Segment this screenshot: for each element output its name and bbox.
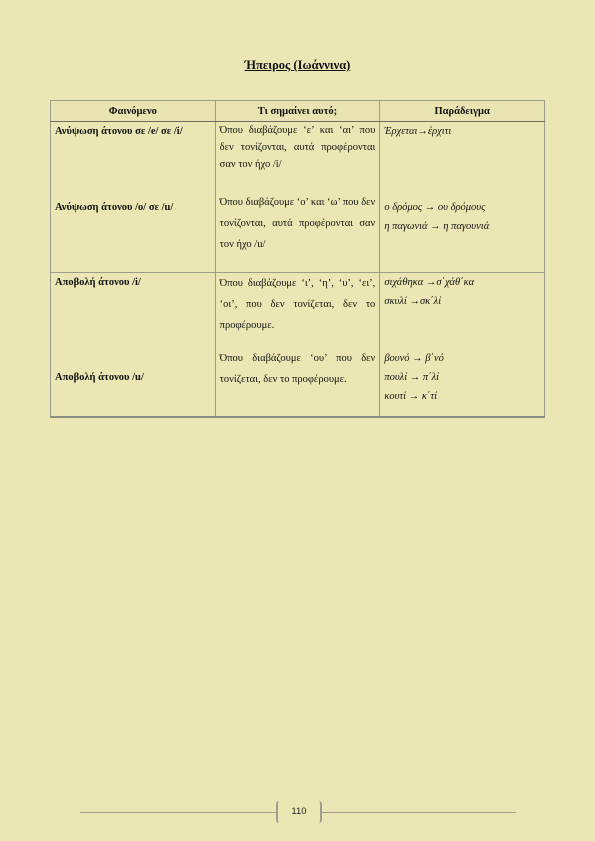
example-cell xyxy=(380,122,545,273)
phenomenon-label: Ανύψωση άτονου /o/ σε /u/ xyxy=(55,202,174,213)
meaning-text: Όπου διαβάζουμε ‘ο’ και ‘ω’ που δεν τονίζονται, αυτά προφέρονται σαν τον ήχο /u/ xyxy=(219,197,376,250)
header-phenomenon: Φαινόμενο xyxy=(51,101,216,122)
phenomenon-label: Ανύψωση άτονου σε /e/ σε /i/ xyxy=(55,126,183,137)
page-number: 110 xyxy=(276,801,322,823)
footer-rule-right xyxy=(320,812,516,813)
dialect-table xyxy=(50,100,545,418)
table-row xyxy=(51,122,545,273)
example-text: σκυλί →σκ΄λί xyxy=(384,296,442,307)
header-example: Παράδειγμα xyxy=(380,101,545,122)
phenomenon-label: Αποβολή άτονου /i/ xyxy=(55,277,141,288)
phenomenon-cell xyxy=(51,122,216,273)
meaning-text: Όπου διαβάζουμε ‘ε’ και ‘αι’ που δεν τονίζονται, αυτά προφέρονται σαν τον ήχο /i/ xyxy=(219,125,376,170)
example-text: κουτί → κ΄τί xyxy=(384,391,438,402)
example-text: Έρχεται→έρχιτι xyxy=(384,126,452,137)
table-row xyxy=(51,273,545,418)
footer-rule-left xyxy=(80,812,276,813)
example-text: βουνό → β΄νό xyxy=(384,353,444,364)
example-text: σιχάθηκα →σ΄χάθ΄κα xyxy=(384,277,475,288)
example-text: ο δρόμος → ου δρόμους xyxy=(384,202,486,213)
page-title: Ήπειρος (Ιωάννινα) xyxy=(244,58,351,72)
meaning-cell xyxy=(215,273,380,418)
phenomenon-label: Αποβολή άτονου /u/ xyxy=(55,372,144,383)
meaning-cell xyxy=(215,122,380,273)
meaning-text: Όπου διαβάζουμε ‘ι’, ‘η’, ‘υ’, ‘ει’, ‘οι’, που δεν τονίζεται, δεν το προφέρουμε. xyxy=(219,278,376,331)
header-meaning: Τι σημαίνει αυτό; xyxy=(215,101,380,122)
meaning-text: Όπου διαβάζουμε ‘ου’ που δεν τονίζεται, δεν το προφέρουμε. xyxy=(219,353,376,385)
example-text: η παγωνιά → η παγουνιά xyxy=(384,221,490,232)
example-text: πουλί → π΄λί xyxy=(384,372,440,383)
phenomenon-cell xyxy=(51,273,216,418)
table-header-row xyxy=(51,101,545,122)
example-cell xyxy=(380,273,545,418)
